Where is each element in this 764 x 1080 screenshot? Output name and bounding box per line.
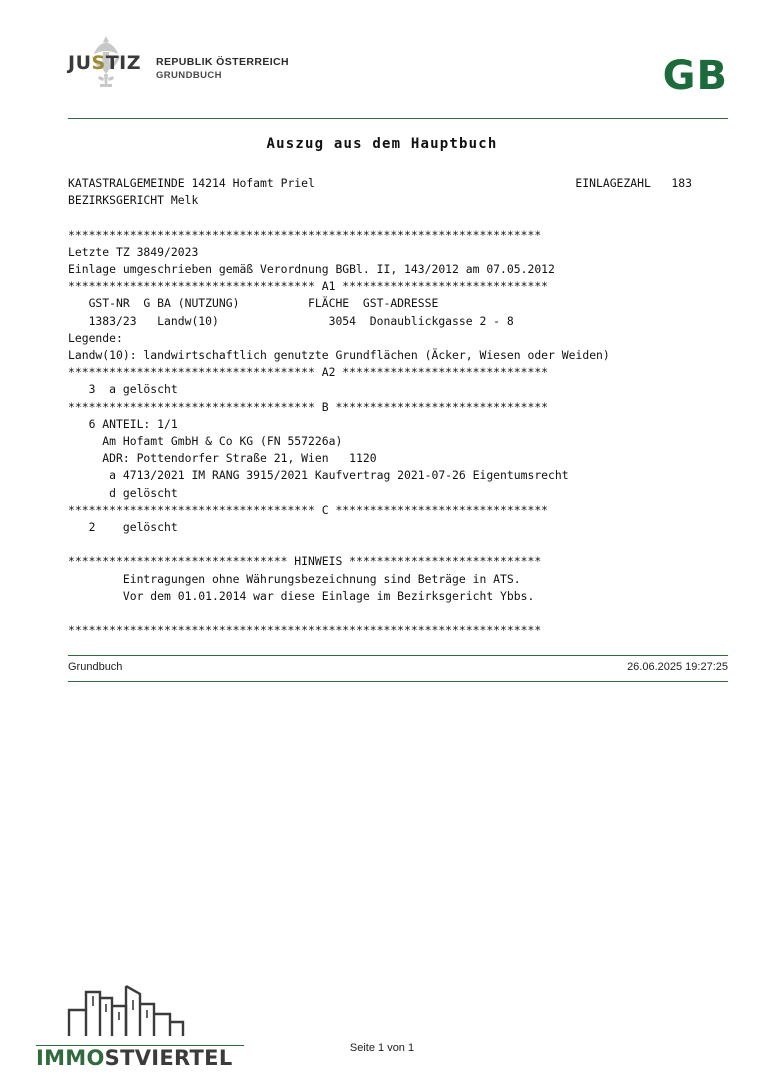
organisation-name <box>156 56 289 81</box>
katastralgemeinde-text: KATASTRALGEMEINDE 14214 Hofamt Priel <box>68 176 315 190</box>
document-line: Landw(10): landwirtschaftlich genutzte Grundflächen (Äcker, Wiesen oder Weiden) <box>68 348 610 363</box>
footer-divider-bottom <box>68 681 728 682</box>
document-line: 3 a gelöscht <box>68 382 178 397</box>
document-line: ************************************ B ******************************* <box>68 399 549 414</box>
page-number: Seite 1 von 1 <box>349 1042 415 1054</box>
document-line: ************************************ C ******************************* <box>68 502 549 517</box>
document-line: ************************************ A2 ****************************** <box>68 365 549 380</box>
blank-line <box>68 209 692 226</box>
document-line: Eintragungen ohne Währungsbezeichnung sind Beträge in ATS. <box>68 571 521 586</box>
document-line: GST-NR G BA (NUTZUNG) FLÄCHE GST-ADRESSE <box>68 296 439 311</box>
blank-line <box>68 605 692 622</box>
document-line: Legende: <box>68 330 123 345</box>
skyline-icon <box>66 976 186 1038</box>
document-header <box>68 34 728 106</box>
document-line: 6 ANTEIL: 1/1 <box>68 416 178 431</box>
document-line: BEZIRKSGERICHT Melk <box>68 193 199 208</box>
brand-wordmark <box>36 1046 233 1070</box>
justiz-logo <box>68 34 146 96</box>
document-line <box>68 175 692 192</box>
document-line: Am Hofamt GmbH & Co KG (FN 557226a) <box>68 434 343 449</box>
document-line: ********************************************************************* <box>68 623 542 638</box>
footer-label: Grundbuch <box>68 661 123 673</box>
document-line: 1383/23 Landw(10) 3054 Donaublickgasse 2 - 8 <box>68 313 514 328</box>
document-line: ADR: Pottendorfer Straße 21, Wien 1120 <box>68 451 377 466</box>
document-line: ******************************** HINWEIS **************************** <box>68 554 542 569</box>
organisation-line-2: GRUNDBUCH <box>156 70 222 81</box>
document-body <box>68 175 692 639</box>
document-line: Letzte TZ 3849/2023 <box>68 244 199 259</box>
gb-badge: GB <box>662 53 728 99</box>
immostviertel-logo <box>36 976 246 1072</box>
footer-timestamp: 26.06.2025 19:27:25 <box>627 661 728 673</box>
organisation-line-1: REPUBLIK ÖSTERREICH <box>156 56 290 68</box>
document-line: ********************************************************************* <box>68 227 542 242</box>
blank-line <box>68 536 692 553</box>
document-line: d gelöscht <box>68 485 178 500</box>
page-title: Auszug aus dem Hauptbuch <box>266 136 498 152</box>
document-line: 2 gelöscht <box>68 520 178 535</box>
brand-word-grey: STVIERTEL <box>104 1046 233 1070</box>
document-line: ************************************ A1 ****************************** <box>68 279 549 294</box>
footer-divider-top <box>68 655 728 656</box>
header-divider <box>68 118 728 119</box>
brand-word-green: IMMO <box>36 1046 105 1070</box>
document-line: Vor dem 01.01.2014 war diese Einlage im Bezirksgericht Ybbs. <box>68 588 535 603</box>
document-line: Einlage umgeschrieben gemäß Verordnung BGBl. II, 143/2012 am 07.05.2012 <box>68 262 555 276</box>
document-line: a 4713/2021 IM RANG 3915/2021 Kaufvertrag 2021-07-26 Eigentumsrecht <box>68 468 569 483</box>
footer-row <box>68 661 728 673</box>
einlagezahl-text: EINLAGEZAHL 183 <box>575 176 692 190</box>
justiz-wordmark: JUSTIZ <box>68 52 141 74</box>
